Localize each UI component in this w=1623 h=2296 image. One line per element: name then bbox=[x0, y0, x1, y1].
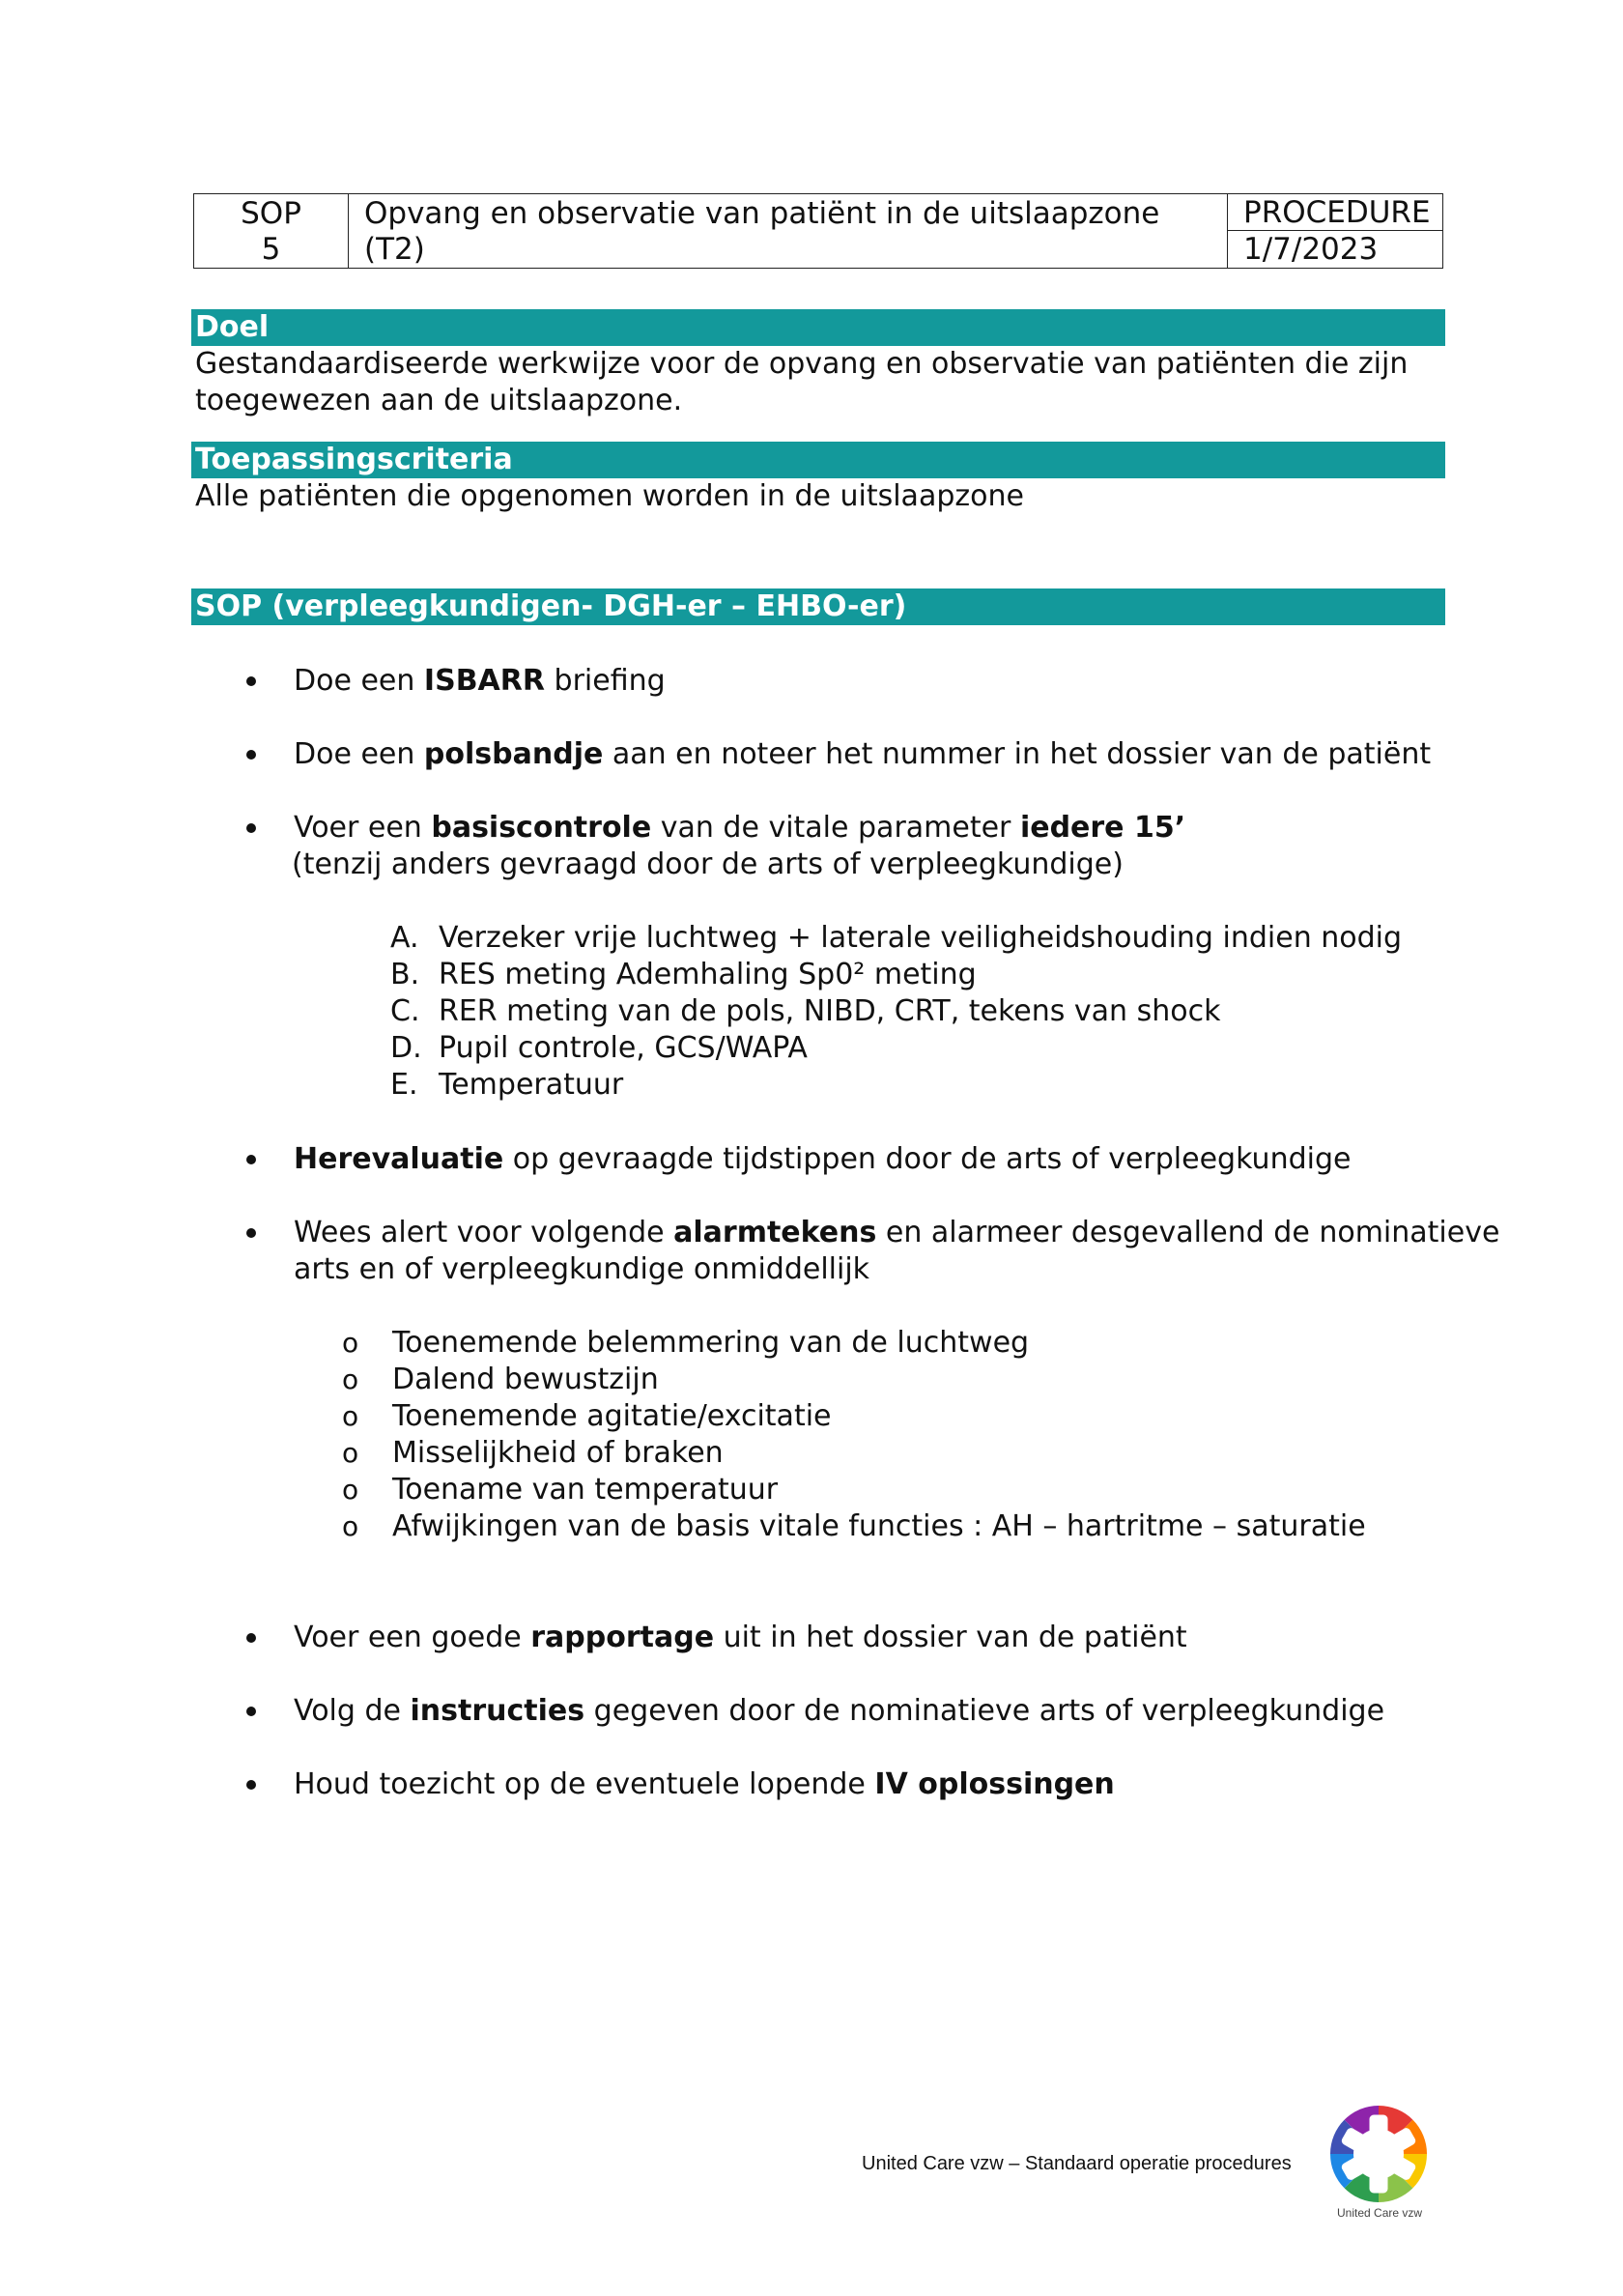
sublist-letter: B. bbox=[390, 958, 420, 991]
alarm-marker: o bbox=[342, 1474, 359, 1506]
bullet-instructies: Volg de instructies gegeven door de nominatieve arts of verpleegkundige bbox=[294, 1694, 1385, 1728]
bullet-polsbandje: Doe een polsbandje aan en noteer het nummer in het dossier van de patiënt bbox=[294, 737, 1432, 771]
alarm-marker: o bbox=[342, 1437, 359, 1469]
alarm-item: Misselijkheid of braken bbox=[392, 1436, 724, 1470]
bullet-basiscontrole-note: (tenzij anders gevraagd door de arts of verpleegkundige) bbox=[292, 847, 1124, 881]
criteria-text: Alle patiënten die opgenomen worden in de uitslaapzone bbox=[195, 479, 1024, 513]
bullet-alarmtekens-line2: arts en of verpleegkundige onmiddellijk bbox=[294, 1252, 870, 1286]
alarm-item: Afwijkingen van de basis vitale functies : AH – hartritme – saturatie bbox=[392, 1509, 1366, 1543]
sublist-letter: A. bbox=[390, 921, 419, 955]
footer-text: United Care vzw – Standaard operatie procedures bbox=[862, 2153, 1292, 2174]
alarm-item: Dalend bewustzijn bbox=[392, 1363, 659, 1396]
criteria-heading: Toepassingscriteria bbox=[191, 442, 1445, 478]
sop-heading: SOP (verpleegkundigen- DGH-er – EHBO-er) bbox=[191, 588, 1445, 625]
doel-text-line2: toegewezen aan de uitslaapzone. bbox=[195, 384, 683, 417]
sublist-letter: D. bbox=[390, 1031, 422, 1065]
united-care-logo-icon bbox=[1327, 2103, 1430, 2205]
alarm-marker: o bbox=[342, 1327, 359, 1359]
procedure-title: Opvang en observatie van patiënt in de uitslaapzone (T2) bbox=[349, 194, 1228, 268]
sop-number: 5 bbox=[261, 232, 281, 267]
alarm-marker: o bbox=[342, 1400, 359, 1432]
sublist-item: Temperatuur bbox=[439, 1068, 624, 1102]
sublist-item: RER meting van de pols, NIBD, CRT, tekens van shock bbox=[439, 994, 1221, 1028]
sublist-letter: C. bbox=[390, 994, 420, 1028]
bullet-rapportage: Voer een goede rapportage uit in het dossier van de patiënt bbox=[294, 1621, 1187, 1654]
sublist-item: RES meting Ademhaling Sp0² meting bbox=[439, 958, 977, 991]
bullet-dot bbox=[246, 1228, 256, 1238]
alarm-marker: o bbox=[342, 1363, 359, 1395]
logo-caption: United Care vzw bbox=[1337, 2206, 1423, 2220]
alarm-item: Toenemende agitatie/excitatie bbox=[392, 1399, 832, 1433]
alarm-item: Toename van temperatuur bbox=[392, 1473, 779, 1507]
bullet-basiscontrole: Voer een basiscontrole van de vitale parameter iedere 15’ bbox=[294, 811, 1186, 845]
bullet-dot bbox=[246, 823, 256, 833]
sop-id-cell bbox=[194, 194, 349, 268]
procedure-type: PROCEDURE bbox=[1228, 194, 1442, 231]
bullet-dot bbox=[246, 1155, 256, 1164]
bullet-dot bbox=[246, 1780, 256, 1790]
bullet-dot bbox=[246, 676, 256, 686]
sublist-item: Pupil controle, GCS/WAPA bbox=[439, 1031, 808, 1065]
sublist-letter: E. bbox=[390, 1068, 418, 1102]
bullet-herevaluatie: Herevaluatie op gevraagde tijdstippen door de arts of verpleegkundige bbox=[294, 1142, 1352, 1176]
bullet-alarmtekens: Wees alert voor volgende alarmtekens en alarmeer desgevallend de nominatieve bbox=[294, 1216, 1500, 1249]
procedure-meta-cell bbox=[1228, 194, 1442, 268]
bullet-dot bbox=[246, 750, 256, 760]
bullet-dot bbox=[246, 1707, 256, 1716]
bullet-iv-oplossingen: Houd toezicht op de eventuele lopende IV oplossingen bbox=[294, 1767, 1115, 1801]
bullet-isbarr: Doe een ISBARR briefing bbox=[294, 664, 666, 698]
sublist-item: Verzeker vrije luchtweg + laterale veiligheidshouding indien nodig bbox=[439, 921, 1403, 955]
sop-label: SOP bbox=[241, 196, 301, 231]
header-table bbox=[193, 193, 1443, 269]
bullet-dot bbox=[246, 1633, 256, 1643]
doel-heading: Doel bbox=[191, 309, 1445, 346]
procedure-date: 1/7/2023 bbox=[1243, 232, 1379, 267]
alarm-marker: o bbox=[342, 1510, 359, 1542]
doel-text-line1: Gestandaardiseerde werkwijze voor de opvang en observatie van patiënten die zijn bbox=[195, 347, 1409, 381]
alarm-item: Toenemende belemmering van de luchtweg bbox=[392, 1326, 1030, 1360]
